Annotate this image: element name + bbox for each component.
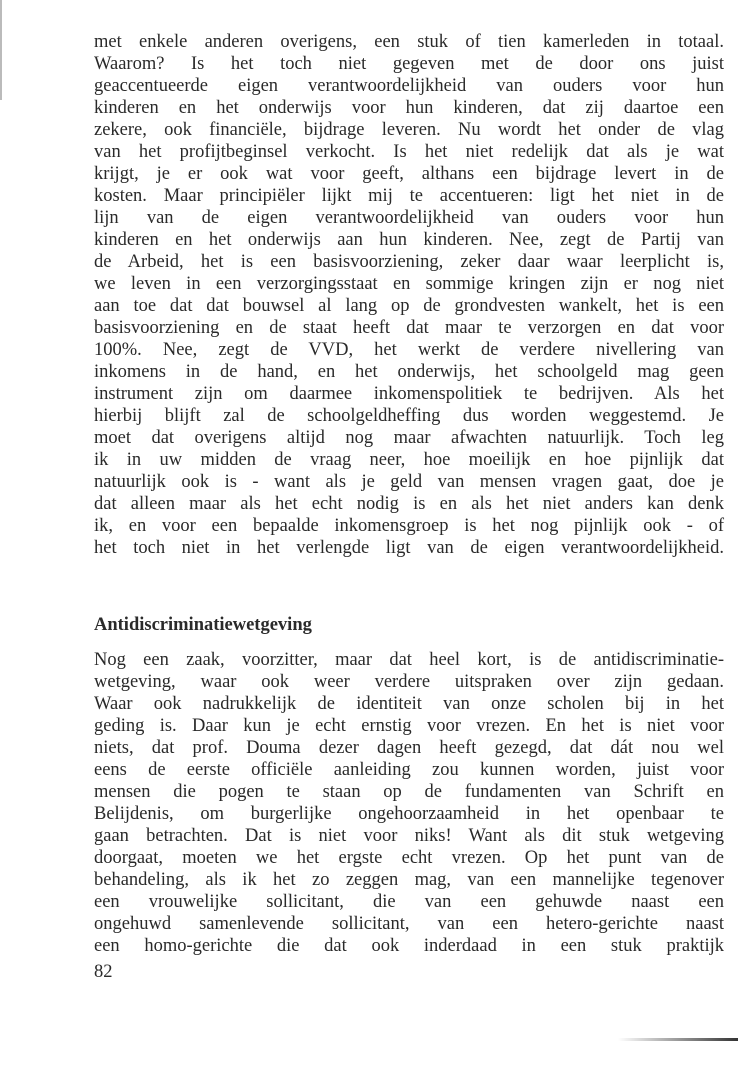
text-line: geaccentueerde eigen verantwoordelijkheid van ouders voor hun bbox=[94, 76, 724, 96]
text-line: krijgt, je er ook wat voor geeft, althans een bijdrage levert in de bbox=[94, 164, 724, 184]
text-line: niets, dat prof. Douma dezer dagen heeft gezegd, dat dát nou wel bbox=[94, 738, 724, 758]
text-line: geding is. Daar kun je echt ernstig voor vrezen. En het is niet voor bbox=[94, 716, 724, 736]
text-line: Nog een zaak, voorzitter, maar dat heel kort, is de antidiscriminatie- bbox=[94, 650, 724, 670]
text-line: ongehuwd samenlevende sollicitant, van een hetero-gerichte naast bbox=[94, 914, 724, 934]
text-line: ik in uw midden de vraag neer, hoe moeilijk en hoe pijnlijk dat bbox=[94, 450, 724, 470]
text-line: van het profijtbeginsel verkocht. Is het niet redelijk dat als je wat bbox=[94, 142, 724, 162]
text-line: Waar ook nadrukkelijk de identiteit van onze scholen bij in het bbox=[94, 694, 724, 714]
text-line: 100%. Nee, zegt de VVD, het werkt de verdere nivellering van bbox=[94, 340, 724, 360]
page-edge-shadow bbox=[0, 0, 2, 100]
text-line: wetgeving, waar ook weer verdere uitspraken over zijn gedaan. bbox=[94, 672, 724, 692]
text-line: inkomens in de hand, en het onderwijs, het schoolgeld mag geen bbox=[94, 362, 724, 382]
text-line: Waarom? Is het toch niet gegeven met de door ons juist bbox=[94, 54, 724, 74]
scan-edge-mark bbox=[618, 1038, 738, 1041]
paragraph-antidiscriminatie bbox=[94, 649, 724, 957]
text-line: hierbij blijft zal de schoolgeldheffing dus worden weggestemd. Je bbox=[94, 406, 724, 426]
text-line: een vrouwelijke sollicitant, die van een gehuwde naast een bbox=[94, 892, 724, 912]
text-line: lijn van de eigen verantwoordelijkheid van ouders voor hun bbox=[94, 208, 724, 228]
text-line: moet dat overigens altijd nog maar afwachten natuurlijk. Toch leg bbox=[94, 428, 724, 448]
text-line: basisvoorziening en de staat heeft dat maar te verzorgen en dat voor bbox=[94, 318, 724, 338]
text-line: met enkele anderen overigens, een stuk of tien kamerleden in totaal. bbox=[94, 32, 724, 52]
text-line: kinderen en het onderwijs aan hun kinderen. Nee, zegt de Partij van bbox=[94, 230, 724, 250]
paragraph-schoolgeld bbox=[94, 31, 724, 559]
text-line: doorgaat, moeten we het ergste echt vrezen. Op het punt van de bbox=[94, 848, 724, 868]
text-line: het toch niet in het verlengde ligt van de eigen verantwoordelijkheid. bbox=[94, 538, 724, 558]
text-line: we leven in een verzorgingsstaat en sommige kringen zijn er nog niet bbox=[94, 274, 724, 294]
text-line: mensen die pogen te staan op de fundamenten van Schrift en bbox=[94, 782, 724, 802]
text-line: aan toe dat dat bouwsel al lang op de grondvesten wankelt, het is een bbox=[94, 296, 724, 316]
section-heading: Antidiscriminatiewetgeving bbox=[94, 615, 312, 635]
text-line: dat alleen maar als het echt nodig is en als het niet anders kan denk bbox=[94, 494, 724, 514]
text-line: een homo-gerichte die dat ook inderdaad in een stuk praktijk bbox=[94, 936, 724, 956]
text-line: Belijdenis, om burgerlijke ongehoorzaamheid in het openbaar te bbox=[94, 804, 724, 824]
page-number: 82 bbox=[94, 962, 113, 982]
text-line: de Arbeid, het is een basisvoorziening, zeker daar waar leerplicht is, bbox=[94, 252, 724, 272]
text-line: kinderen en het onderwijs voor hun kinderen, dat zij daartoe een bbox=[94, 98, 724, 118]
text-line: ik, en voor een bepaalde inkomensgroep is het nog pijnlijk ook - of bbox=[94, 516, 724, 536]
text-line: gaan betrachten. Dat is niet voor niks! Want als dit stuk wetgeving bbox=[94, 826, 724, 846]
text-line: eens de eerste officiële aanleiding zou kunnen worden, juist voor bbox=[94, 760, 724, 780]
text-line: zekere, ook financiële, bijdrage leveren. Nu wordt het onder de vlag bbox=[94, 120, 724, 140]
text-line: natuurlijk ook is - want als je geld van mensen vragen gaat, doe je bbox=[94, 472, 724, 492]
text-line: kosten. Maar principiëler lijkt mij te accentueren: ligt het niet in de bbox=[94, 186, 724, 206]
text-line: instrument zijn om daarmee inkomenspolitiek te bedrijven. Als het bbox=[94, 384, 724, 404]
text-line: behandeling, als ik het zo zeggen mag, van een mannelijke tegenover bbox=[94, 870, 724, 890]
